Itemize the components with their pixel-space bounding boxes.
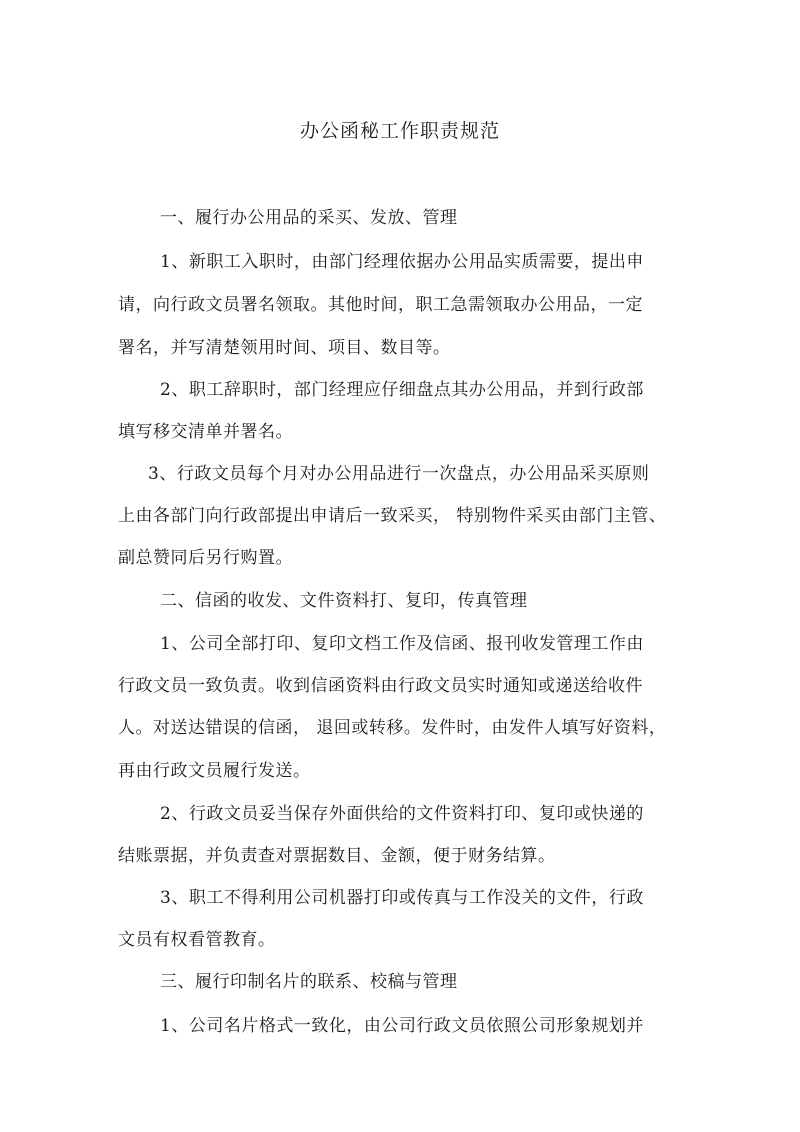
- document-title: 办公函秘工作职责规范: [299, 120, 500, 142]
- paragraph-line: 行政文员一致负责。收到信函资料由行政文员实时通知或递送给收件: [118, 676, 643, 696]
- paragraph-line: 请，向行政文员署名领取。其他时间，职工急需领取办公用品，一定: [118, 295, 643, 315]
- section-heading-3: 三、履行印制名片的联系、校稿与管理: [160, 972, 458, 992]
- paragraph-line: 上由各部门向行政部提出申请后一致采买， 特别物件采买由部门主管、: [118, 506, 667, 526]
- paragraph-line: 副总赞同后另行购置。: [118, 548, 293, 568]
- paragraph-line: 3、行政文员每个月对办公用品进行一次盘点，办公用品采买原则: [148, 464, 650, 484]
- section-heading-1: 一、履行办公用品的采买、发放、管理: [160, 208, 458, 228]
- paragraph-line: 结账票据，并负责查对票据数目、金额，便于财务结算。: [118, 846, 556, 866]
- paragraph-line: 署名，并写清楚领用时间、项目、数目等。: [118, 338, 451, 358]
- paragraph-line: 2、行政文员妥当保存外面供给的文件资料打印、复印或快递的: [160, 804, 644, 824]
- paragraph-line: 3、职工不得利用公司机器打印或传真与工作没关的文件，行政: [160, 888, 644, 908]
- paragraph-line: 文员有权看管教育。: [118, 930, 276, 950]
- paragraph-line: 2、职工辞职时，部门经理应仔细盘点其办公用品，并到行政部: [160, 380, 644, 400]
- paragraph-line: 填写移交清单并署名。: [118, 422, 293, 442]
- paragraph-line: 人。对送达错误的信函， 退回或转移。发件时，由发件人填写好资料，: [118, 718, 667, 738]
- paragraph-line: 1、新职工入职时，由部门经理依据办公用品实质需要，提出申: [160, 252, 644, 272]
- paragraph-line: 1、公司全部打印、复印文档工作及信函、报刊收发管理工作由: [160, 634, 644, 654]
- paragraph-line: 再由行政文员履行发送。: [118, 761, 311, 781]
- paragraph-line: 1、公司名片格式一致化，由公司行政文员依照公司形象规划并: [160, 1016, 644, 1036]
- section-heading-2: 二、信函的收发、文件资料打、复印，传真管理: [160, 591, 528, 611]
